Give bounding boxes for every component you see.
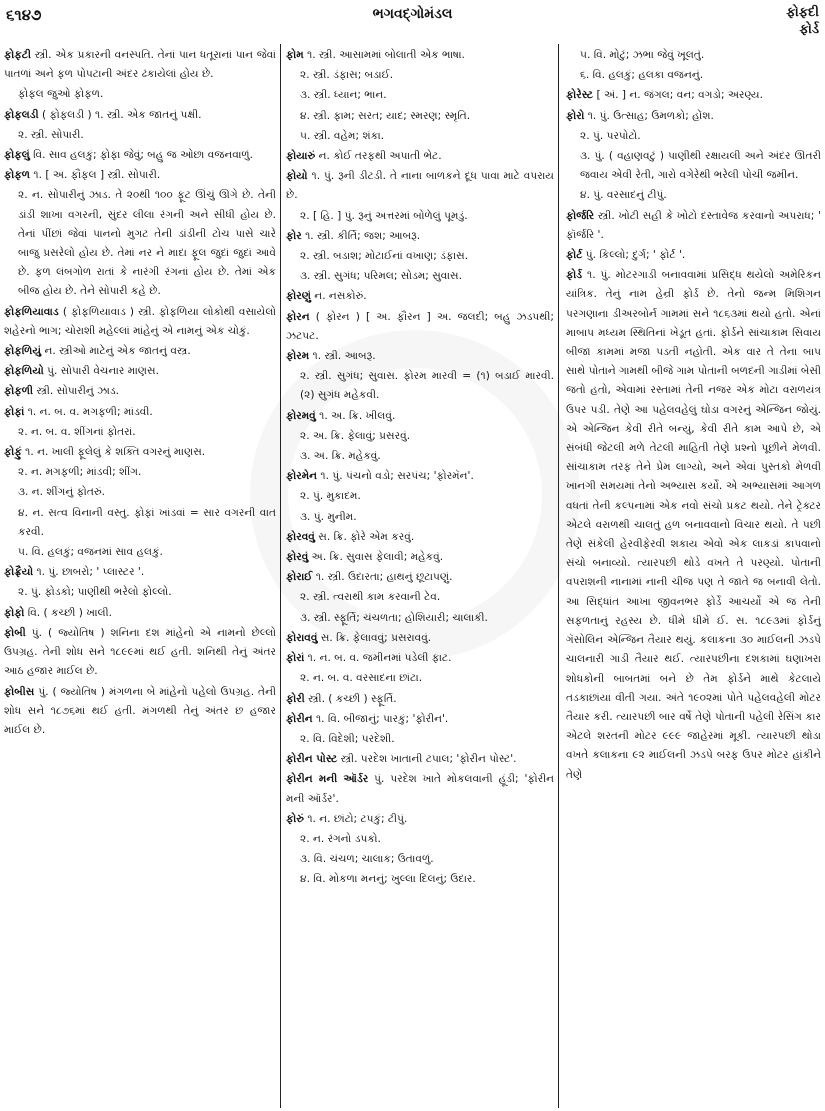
entry-headword: ફોર્ડ xyxy=(566,269,583,282)
entry-definition: સ્ત્રી. એક પ્રકારની વનસ્પતિ. તેનાં પાન ધતૂરાનાં પાન જેવાં પાતળાં અને ફળ પોપટાની અંદર ઢંકાયેલાં હોય છે. xyxy=(4,49,276,81)
entry-definition: ૪. વિ. મોકળા મનનું; ખુલ્લા દિલનું; ઉદાર. xyxy=(300,873,476,886)
entry-headword: ફોબી xyxy=(4,626,26,639)
dictionary-entry xyxy=(286,367,554,405)
page-title: ભગવદ્‌ગોમંડલ xyxy=(372,6,453,22)
entry-definition: ૨. ન. મગફળી; માંડવી; શીંગ. xyxy=(18,466,142,479)
entry-definition: સ. ક્રિ. ફેલાવવું; પ્રસરાવવું. xyxy=(317,631,432,644)
entry-definition: વિ. ( કચ્છી ) ખાલી. xyxy=(24,606,112,619)
dictionary-entry xyxy=(286,629,554,648)
dictionary-entry xyxy=(4,166,276,185)
entry-headword: ફોરવું xyxy=(286,551,309,564)
entry-headword: ફોર xyxy=(286,229,302,242)
entry-definition: ૫. સ્ત્રી. વહેમ; શંકા. xyxy=(300,129,385,142)
entry-headword: ફોફાં xyxy=(4,405,25,418)
entry-headword: ફોફળિયાવાડ xyxy=(4,305,59,318)
entry-headword: ફોરી xyxy=(286,692,305,705)
dictionary-entry xyxy=(286,407,554,426)
entry-definition: સ્ત્રી. ખોટી સહી કે ખોટો દસ્તાવેજ કરવાનો અપરાધ; ' ફૉર્જરિ '. xyxy=(566,209,821,241)
dictionary-entry xyxy=(286,609,554,628)
entry-definition: ન. સ્ત્રીઓ માટેનું એક જાતનું વસ્ત્ર. xyxy=(41,345,191,358)
entry-definition: ( ફોરન ) [ અ. ફૌરન ] અ. જલદી; બહુ ઝડપથી; ઝટપટ. xyxy=(286,310,554,342)
entry-definition: ૧. ન. ખાલી ફૂલેલું કે શક્તિ વગરનું માણસ. xyxy=(21,446,206,459)
dictionary-entry xyxy=(286,127,554,146)
entry-definition: ૬. વિ. હલકું; હલકા વજનનું. xyxy=(580,69,704,82)
entry-headword: ફોરીન પોસ્ટ xyxy=(286,753,338,766)
entry-headword: ફોરાઈ xyxy=(286,571,313,584)
entry-headword: ફોરન xyxy=(286,310,310,323)
page-number: ૬૧૪૭ xyxy=(6,6,42,24)
dictionary-entry xyxy=(286,467,554,486)
dictionary-entry xyxy=(566,86,821,105)
entry-headword: ફોરમેન xyxy=(286,470,318,483)
dictionary-entry xyxy=(286,649,554,668)
dictionary-entry xyxy=(286,247,554,266)
dictionary-entry xyxy=(4,583,276,602)
dictionary-entry xyxy=(286,669,554,688)
dictionary-entry xyxy=(4,362,276,381)
entry-headword: ફોરું xyxy=(286,812,304,825)
dictionary-entry xyxy=(566,186,821,205)
entry-definition: પું. ( જ્યોતિષ ) મંગળના બે માંહેનો પહેલો ઉપગ્રહ. તેની શોધ સને ૧૮૭૬માં થઈ હતી. મંગળથી તેનું અંતર છ હજાર માઈલ છે. xyxy=(4,685,276,736)
dictionary-entry xyxy=(4,106,276,125)
dictionary-entry xyxy=(4,342,276,361)
entry-definition: પું. સોપારી વેચનાર માણસ. xyxy=(43,365,159,378)
dictionary-entry xyxy=(286,227,554,246)
entry-headword: ફોફો xyxy=(4,606,25,619)
guide-word-last: ફોર્ડ xyxy=(799,22,819,37)
dictionary-entry xyxy=(4,126,276,145)
entry-definition: પું. ( જ્યોતિષ ) શનિના દશ માંહેનો એ નામનો છેલ્લો ઉપગ્રહ. તેની શોધ સને ૧૮૯૯માં થઈ હતી. શનિથી તેનું અંતર આઠ હજાર માઈલ છે. xyxy=(4,626,276,678)
entry-headword: ફોફળિયો xyxy=(4,365,44,378)
dictionary-entry xyxy=(4,543,276,562)
dictionary-entry xyxy=(286,830,554,849)
dictionary-entry xyxy=(4,504,276,542)
entry-definition: ૨. સ્ત્રી. ડંફાસ; બડાઈ. xyxy=(300,69,394,82)
entry-definition: ફોફલ જુઓ ફોફળ. xyxy=(18,88,104,101)
entry-definition: ૩. અ. ક્રિ. મહેકવું. xyxy=(300,450,381,463)
entry-definition: ૧. સ્ત્રી. કીર્તિ; જશ; આબરૂ. xyxy=(301,229,421,242)
entry-definition: ૫. વિ. મોટું; ઝભા જેવું ખૂલતું. xyxy=(580,49,705,61)
entry-headword: ફોયારું xyxy=(286,150,316,163)
dictionary-entry xyxy=(4,303,276,341)
dictionary-entry xyxy=(4,382,276,401)
entry-definition: ૨. અ. ક્રિ. ફેલાવું; પ્રસરવું. xyxy=(300,429,411,442)
entry-definition: સ્ત્રી. સોપારીનું ઝાડ. xyxy=(33,385,119,398)
entry-definition: ૧. અ. ક્રિ. ખીલવું. xyxy=(315,409,396,422)
entry-headword: ફોર્ટ xyxy=(566,249,583,262)
entry-definition: ૨. સ્ત્રી. ત્વરાથી કામ કરવાની ટેવ. xyxy=(300,591,441,604)
guide-words xyxy=(786,4,819,38)
dictionary-entry xyxy=(4,46,276,84)
entry-definition: ૨. સ્ત્રી. સોપારી. xyxy=(18,128,84,141)
entry-definition: [ અં. ] ન. જંગલ; વન; વગડો; અરણ્ય. xyxy=(593,89,763,102)
column-1 xyxy=(4,46,276,1108)
entry-definition: પું. પરદેશ ખાતે મોકલવાની હૂંડી; 'ફોરીન મની ઑર્ડર'. xyxy=(286,773,554,805)
dictionary-entry xyxy=(286,147,554,166)
dictionary-entry xyxy=(286,107,554,126)
entry-headword: ફોબીસ xyxy=(4,685,35,698)
dictionary-entry xyxy=(286,287,554,306)
dictionary-entry xyxy=(4,85,276,104)
entry-headword: ફોમ xyxy=(286,49,304,61)
dictionary-entry xyxy=(286,690,554,709)
entry-definition: ૩. ન. શીંગનું ફોતરું. xyxy=(18,486,105,499)
dictionary-entry xyxy=(286,447,554,466)
entry-definition: અ. ક્રિ. સુવાસ ફેલાવી; મહેકવું. xyxy=(308,551,444,564)
dictionary-entry xyxy=(286,750,554,769)
dictionary-entry xyxy=(4,624,276,682)
dictionary-entry xyxy=(4,563,276,582)
entry-headword: ફોરાં xyxy=(286,652,305,665)
entry-definition: ૧. સ્ત્રી. ઉદારતા; હાથનું છૂટાપણું. xyxy=(312,571,453,584)
entry-headword: ફોરાવવું xyxy=(286,631,318,644)
entry-definition: ૫. વિ. હલકું; વજનમાં સાવ હલકું. xyxy=(18,546,163,559)
entry-definition: ૧. ન. બ. વ. મગફળી; માંડવી. xyxy=(24,405,153,418)
entry-headword: ફોરમ xyxy=(286,350,310,363)
entry-definition: વિ. સાવ હલકું; ફોફા જેવું; બહુ જ ઓછા વજનવાળું. xyxy=(29,149,254,162)
entry-definition: ૨. ન. સોપારીનું ઝાડ. તે ૨૦થી ૧૦૦ ફૂટ ઊંચું ઊગે છે. તેની ડાંડી શાખા વગરની, સુંદર લીલા રંગની અને સીધી હોય છે. તેનાં પીંછાં જેવાં પાનનો મુગટ તેની ડાંડીની ટોચ પાસે ચારે બાજુ પ્રસરેલો હોય છે. તેમાં નર ને માદા ફૂલ જુદાં જુદાં આવે છે. ફળ લંબગોળ રાતાં કે નારંગી રંગનાં હોય છે. તેમાં એક બીજ હોય છે. તેને સોપારી કહે છે. xyxy=(18,189,276,298)
dictionary-entry xyxy=(286,487,554,506)
entry-headword: ફોફળિયું xyxy=(4,345,42,358)
entry-definition: ( ફોફળિયાવાડ ) સ્ત્રી. ફોફળિયા લોકોથી વસાયેલો શહેરનો ભાગ; ચોરાશી મહેલ્લાં માંહેનું એ નામનું એક ચોકું. xyxy=(4,305,276,337)
entry-definition: ૪. પું. વરસાદનું ટીપું. xyxy=(580,189,667,202)
entry-definition: ન. કોઈ તરફથી અપાતી ભેટ. xyxy=(315,150,442,163)
dictionary-entry xyxy=(286,46,554,65)
dictionary-entry xyxy=(286,308,554,346)
guide-word-first: ફોફદી xyxy=(786,5,819,20)
entry-definition: ૩. પું. ( વહાણવટું ) પાણીથી રક્ષાયલી અને અંદર ઊતરી જવાય એવી રેતી, ગારો વગેરેથી ભરેલી પોચી જમીન. xyxy=(580,150,821,182)
dictionary-entry xyxy=(286,850,554,869)
entry-definition: પું. કિલ્લો; દુર્ગ; ' ફોર્ટ '. xyxy=(582,249,686,262)
entry-definition: ૧. ન. છાંટો; ટપકું; ટીપું. xyxy=(303,812,408,825)
entry-headword: ફોયો xyxy=(286,170,308,183)
dictionary-entry xyxy=(566,107,821,126)
entry-definition: ૧. પું. ઉત્સાહ; ઉમળકો; હોંશ. xyxy=(584,109,714,122)
entry-definition: ૨. ન. રંગનો ડપકો. xyxy=(300,832,381,845)
dictionary-entry xyxy=(566,266,821,784)
entry-headword: ફોફળી xyxy=(4,385,34,398)
dictionary-entry xyxy=(4,423,276,442)
entry-definition: ૨. [ હિ. ] પું. રૂનું અત્તરમાં બોળેલું પૂમડું. xyxy=(300,209,468,222)
entry-headword: ફોફલડી xyxy=(4,108,39,121)
entry-headword: ફોરીન મની ઑર્ડર xyxy=(286,773,369,786)
dictionary-entry xyxy=(4,403,276,422)
dictionary-entry xyxy=(4,186,276,301)
dictionary-entry xyxy=(4,146,276,165)
entry-definition: ૩. સ્ત્રી. સુગંધ; પરિમલ; સોડમ; સુવાસ. xyxy=(300,270,462,283)
dictionary-body xyxy=(4,46,821,1108)
entry-definition: ૨. ન. બ. વ. શીંગનાં ફોતરાં. xyxy=(18,425,136,438)
entry-definition: ૨. સ્ત્રી. સુગંધ; સુવાસ. ફોરમ મારવી = (૧) બડાઈ મારવી. (૨) સુગંધ મહેકવી. xyxy=(300,370,554,402)
dictionary-entry xyxy=(566,127,821,146)
entry-definition: ૩. વિ. ચંચળ; ચાલાક; ઉતાવળું. xyxy=(300,853,434,866)
dictionary-entry xyxy=(286,588,554,607)
entry-definition: ૧. સ્ત્રી. આસામમાં બોલાતી એક ભાષા. xyxy=(303,49,465,61)
entry-definition: ૩. સ્ત્રી. સ્ફૂર્તિ; ચંચળતા; હોશિયારી; ચાલાકી. xyxy=(300,611,488,624)
entry-definition: ૧. પું. રૂની ડીટડી. તે નાના બાળકને દૂધ પાવા માટે વપરાય છે. xyxy=(286,170,554,202)
dictionary-entry xyxy=(4,483,276,502)
dictionary-entry xyxy=(286,730,554,749)
entry-definition: ૪. ન. સત્વ વિનાની વસ્તુ. ફોફાં ખાંડવાં = સાર વગરની વાત કરવી. xyxy=(18,506,276,538)
dictionary-entry xyxy=(286,870,554,889)
dictionary-entry xyxy=(566,246,821,265)
entry-headword: ફોફલું xyxy=(4,149,30,162)
entry-headword: ફોફળ xyxy=(4,169,31,182)
entry-definition: સ. ક્રિ. ફોરે એમ કરવું. xyxy=(314,530,415,543)
entry-definition: ૧. ન. બ. વ. જમીનમાં પડેલી ફાટ. xyxy=(304,652,452,665)
entry-headword: ફોરો xyxy=(566,109,585,122)
entry-headword: ફોફટી xyxy=(4,49,31,61)
entry-definition: ૧. સ્ત્રી. આબરૂ. xyxy=(309,350,376,363)
dictionary-entry xyxy=(286,528,554,547)
entry-headword: ફોફ્રૈયો xyxy=(4,566,34,579)
entry-definition: ૨. વિ. વિદેશી; પરદેશી. xyxy=(300,732,395,745)
entry-definition: ૧. વિ. બીજાનું; પારકું; 'ફોરીન'. xyxy=(312,712,449,725)
entry-definition: ૧. પું. મોટરગાડી બનાવવામાં પ્રસિદ્ધ થયેલો અમેરિકન યાંત્રિક. તેનું નામ હેન્રી ફોર્ડ છે. તેનો જન્મ મિશિગન પરગણાના ડીઅરબોર્ન ગામમાં સને ૧૮૬૩માં થયો હતો. એનાં માબાપ મધ્યમ સ્થિતિનાં ખેડૂત હતાં. ફોર્ડને સાંચાકામ સિવાય બીજા કામમાં મજા પડતી નહોતી. એક વાર તે તેના બાપ સાથે પોતાને ગામથી બીજે ગામ પોતાની બળદની ગાડીમાં બેસી જતો હતો, એવામાં રસ્તામાં તેની નજર એક મોટા વરાળયંત્ર ઉપર પડી. તેણે આ પહેલવહેલું ઘોડા વગરનું એન્જિન જોયું. એ એન્જિન કેવી રીતે બન્યું, કેવી રીતે કામ આપે છે, એ સંબંધી જેટલી મળે તેટલી માહિતી તેણે પ્રશ્નો પૂછીને મેળવી. સાંચાકામ તરફ તેને પ્રેમ લાગ્યો, અને એવાં પુસ્તકો મેળવી ખાનગી સમયમાં તેનો અભ્યાસ કર્યો. એ અભ્યાસમાં આગળ વધતાં તેની કલ્પનામાં એક નવો સંચો પ્રકટ થયો. તેને ટ્રેક્ટર એટલે વરાળથી ચાલતું હળ બનાવવાનો વિચાર થયો. તે પછી તેણે સંકેલી હેરવીફેરવી શકાય એવો એક લાકડાં કાપવાનો સંચો બનાવ્યો. ત્યારપછી થોડે વખતે તે પરણ્યો. પોતાની વપરાશની નાનામાં નાની ચીજ પણ તે જાતે જ બનાવી લેતો. આ સિદ્ધાંત આખા જીવનભર ફોર્ડે આચર્યો એ જ તેની સફળતાનું રહસ્ય છે. ધીમે ધીમે ઈ. સ. ૧૮૯૩માં ફોર્ડનું ગૅસોલિન એન્જિન તૈયાર થયું. કલાકના ૩૦ માઈલની ઝડપે ચાલનારી ગાડી તૈયાર થઈ. ત્યારપછીના દશકામાં ઘણાખરા શોધકોની બાબતમાં બને છે તેમ ફોર્ડને માથે કેટલાયે તડકાછાંયા વીતી ગયા. અંતે ૧૯૦૨માં પોતે પહેલવહેલી મોટર તૈયાર કરી. ત્યારપછી બાર વર્ષે તેણે પોતાની પહેલી રેસિંગ કાર એટલે શરતની મોટર ૯૯૯ જાહેરમાં મૂકી. ત્યારપછી થોડા વખતે કલાકના ૯૨ માઈલની ઝડપે બરફ ઉપર મોટર હાંકીને તેણે xyxy=(566,269,821,781)
dictionary-entry xyxy=(286,810,554,829)
dictionary-entry xyxy=(4,443,276,462)
entry-definition: ૩. સ્ત્રી. ધ્યાન; ભાન. xyxy=(300,89,387,102)
dictionary-entry xyxy=(4,463,276,482)
dictionary-entry xyxy=(286,347,554,366)
entry-definition: ૧. પું. પંચનો વડો; સરપંચ; 'ફોરમૅન'. xyxy=(317,470,474,483)
column-2 xyxy=(286,46,554,1108)
entry-headword: ફોરીન xyxy=(286,712,313,725)
page-header xyxy=(0,0,825,48)
entry-headword: ફોર્જરિ xyxy=(566,209,595,222)
dictionary-entry xyxy=(286,427,554,446)
entry-definition: ૨. સ્ત્રી. બડાશ; મોટાઈનાં વખાણ; ડંફાસ. xyxy=(300,250,469,263)
entry-definition: ૩. પું. મુનીમ. xyxy=(300,510,357,523)
entry-definition: ( ફોફલડી ) ૧. સ્ત્રી. એક જાતનું પક્ષી. xyxy=(38,108,202,121)
entry-definition: ૪. સ્ત્રી. ફામ; સરત; યાદ; સ્મરણ; સ્મૃતિ. xyxy=(300,109,471,122)
dictionary-entry xyxy=(286,207,554,226)
column-3 xyxy=(566,46,821,1108)
entry-definition: ૨. ન. બ. વ. વરસાદના છાંટા. xyxy=(300,672,423,685)
entry-headword: ફોરવવું xyxy=(286,530,315,543)
entry-definition: ૨. પું. મુકાદમ. xyxy=(300,490,361,503)
dictionary-entry xyxy=(286,167,554,205)
dictionary-entry xyxy=(286,710,554,729)
entry-definition: સ્ત્રી. પરદેશ ખાતાની ટપાલ; 'ફોરીન પોસ્ટ'. xyxy=(337,753,517,766)
dictionary-entry xyxy=(286,267,554,286)
dictionary-entry xyxy=(566,147,821,185)
entry-headword: ફોફું xyxy=(4,446,22,459)
entry-headword: ફોરેસ્ટ xyxy=(566,89,594,102)
entry-headword: ફોરણું xyxy=(286,290,311,303)
dictionary-entry xyxy=(566,46,821,65)
dictionary-entry xyxy=(286,568,554,587)
dictionary-entry xyxy=(566,207,821,245)
entry-definition: ૧. પું. છાબરો; ' પ્લાસ્ટર '. xyxy=(33,566,145,579)
entry-headword: ફોરમવું xyxy=(286,409,316,422)
dictionary-entry xyxy=(286,548,554,567)
dictionary-entry xyxy=(566,66,821,85)
entry-definition: ૧. [ અ. ફૌફલ ] સ્ત્રી. સોપારી. xyxy=(30,169,161,182)
dictionary-entry xyxy=(286,86,554,105)
dictionary-entry xyxy=(286,770,554,808)
dictionary-entry xyxy=(4,604,276,623)
entry-definition: ન. નસકોરું. xyxy=(310,290,367,303)
entry-definition: ૨. પું. ફોડકો; પાણીથી ભરેલો ફોલ્લો. xyxy=(18,586,172,599)
dictionary-entry xyxy=(286,508,554,527)
entry-definition: સ્ત્રી. ( કચ્છી ) સ્ફૂર્તિ. xyxy=(304,692,397,705)
dictionary-entry xyxy=(4,683,276,741)
dictionary-entry xyxy=(286,66,554,85)
entry-definition: ૨. પું. પરપોટો. xyxy=(580,129,641,142)
